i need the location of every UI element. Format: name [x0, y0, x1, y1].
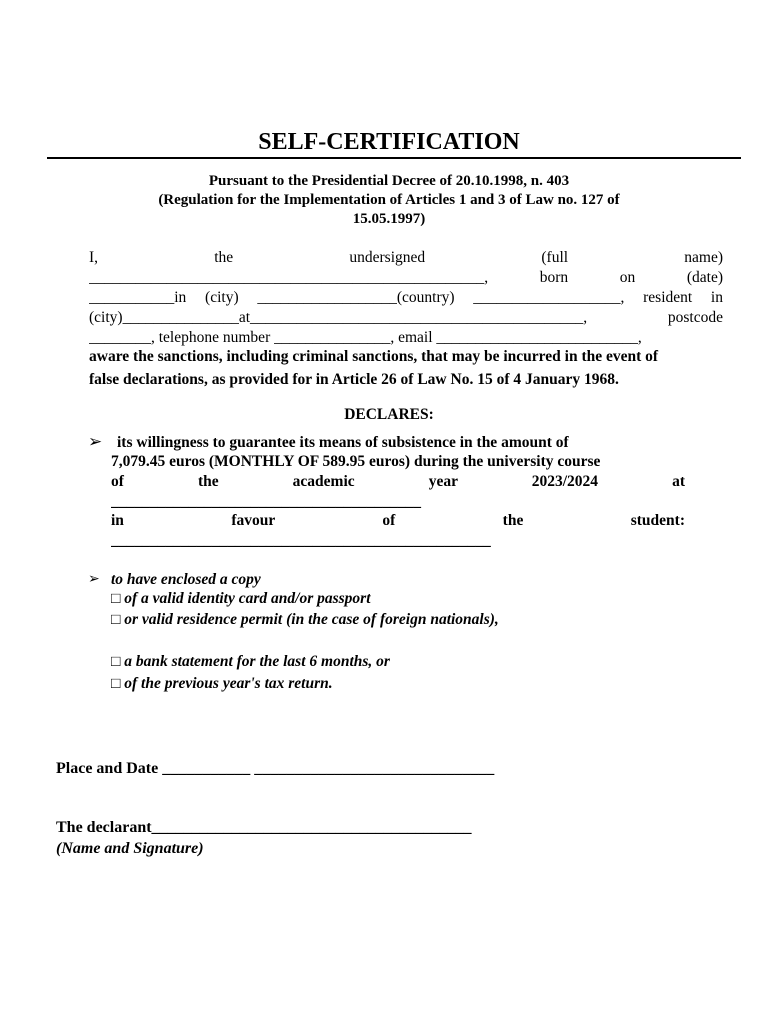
checkbox-item-tax: □ of the previous year's tax return.: [111, 675, 333, 692]
title-underline: [47, 157, 741, 159]
declarant-field: The declarant________________________________________: [56, 819, 472, 836]
declaration-1-line-3: of the academic year 2023/2024 at: [111, 473, 685, 490]
subtitle-line-1: Pursuant to the Presidential Decree of 20.10.1998, n. 403: [208, 173, 570, 189]
intro-line-4: (city)_______________at___________________________________________, postcode: [89, 309, 723, 326]
declaration-1-line-5: in favour of the student:: [111, 512, 685, 529]
name-signature-label: (Name and Signature): [56, 840, 204, 857]
arrow-bullet-icon: ➢: [88, 572, 100, 587]
declaration-1-line-1: its willingness to guarantee its means of subsistence in the amount of: [117, 434, 569, 451]
declaration-1-line-6: _________________________________________________: [111, 532, 491, 549]
declaration-2-heading: to have enclosed a copy: [111, 571, 261, 588]
declaration-1-line-2: 7,079.45 euros (MONTHLY OF 589.95 euros) during the university course: [111, 453, 601, 470]
checkbox-item-bank: □ a bank statement for the last 6 months, or: [111, 653, 390, 670]
subtitle-line-3: 15.05.1997): [352, 211, 426, 227]
intro-line-5: ________, telephone number _______________, email __________________________,: [89, 329, 642, 346]
subtitle-line-2: (Regulation for the Implementation of Articles 1 and 3 of Law no. 127 of: [158, 192, 620, 208]
page-title: SELF-CERTIFICATION: [258, 129, 520, 155]
awareness-line-2: false declarations, as provided for in Article 26 of Law No. 15 of 4 January 1968.: [89, 371, 619, 388]
intro-line-1: I, the undersigned (full name): [89, 249, 723, 266]
intro-line-3: ___________in (city) __________________(country) ___________________, resident in: [89, 289, 723, 306]
checkbox-item-identity: □ of a valid identity card and/or passport: [111, 590, 371, 607]
place-and-date-field: Place and Date ___________ ______________________________: [56, 760, 495, 777]
intro-line-2: ___________________________________________________, born on (date): [89, 269, 723, 286]
declaration-1-line-4: ________________________________________: [111, 493, 421, 510]
checkbox-item-residence: □ or valid residence permit (in the case of foreign nationals),: [111, 611, 499, 628]
arrow-bullet-icon: ➢: [88, 432, 103, 451]
awareness-line-1: aware the sanctions, including criminal sanctions, that may be incurred in the event of: [89, 348, 659, 365]
declares-heading: DECLARES:: [344, 406, 434, 423]
